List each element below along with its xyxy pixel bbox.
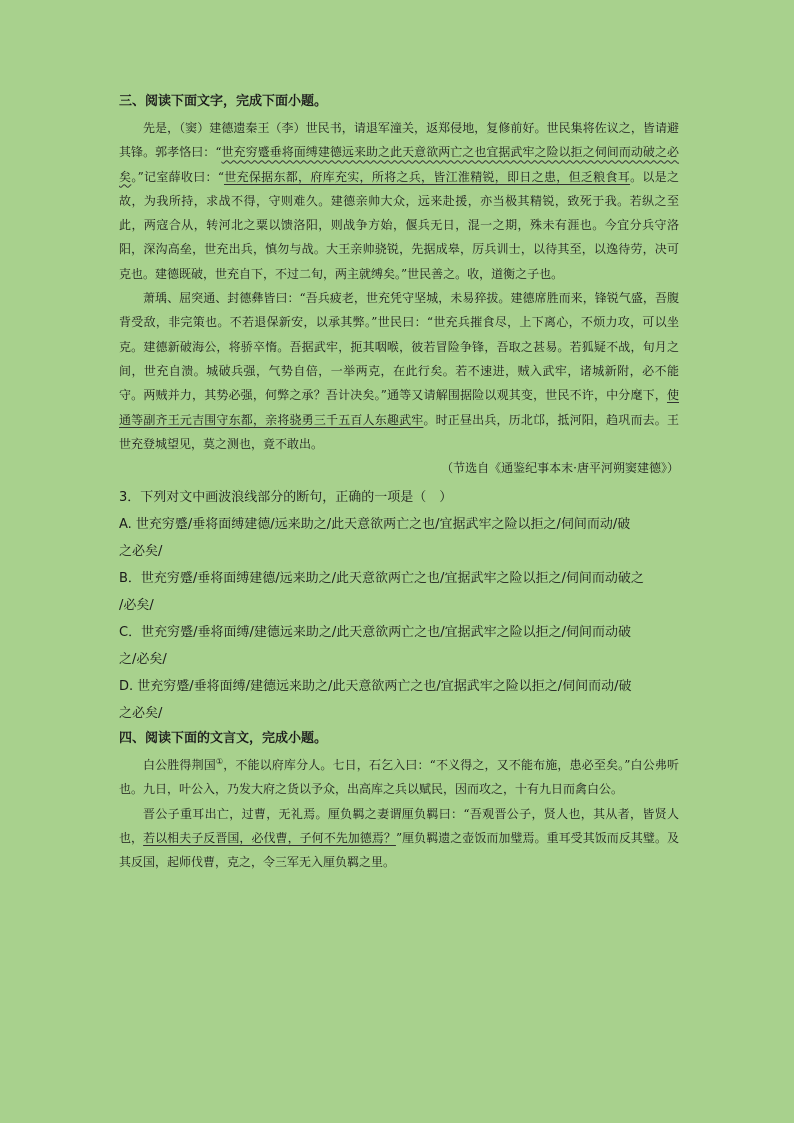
section3-paragraph-1 <box>119 116 679 286</box>
section3-paragraph-2 <box>119 286 679 456</box>
question-3-stem: 3．下列对文中画波浪线部分的断句，正确的一项是（ ） <box>119 490 453 506</box>
footnote-marker: ① <box>215 757 224 767</box>
wavy-underlined-passage: 世充穷蹙垂将面缚建德远来助之此天意欲两亡之也宜据武牢之险以拒之伺间而动破之必矣 <box>119 145 679 184</box>
option-b-line-1: B．世充穷蹙/垂将面缚建德/远来助之/此天意欲两亡之也/宜据武牢之险以拒之/伺间而动破之 <box>119 571 644 587</box>
text-span: 晋公子重耳出亡，过曹，无礼焉。厘负羁之妻谓厘负羁曰：“吾观晋公子，贤人也，其从者，皆贤人也， <box>119 806 679 846</box>
option-d-line-1: D. 世充穷蹙/垂将面缚/建德远来助之/此天意欲两亡之也/宜据武牢之险以拒之/伺间而动/破 <box>119 679 632 695</box>
text-span: 萧瑀、屈突通、封德彝皆曰：“吾兵疲老，世充凭守坚城，未易猝拔。建德席胜而来，锋锐气盛，吾腹背受敌，非完策也。不若退保新安，以承其弊。”世民曰：“世充兵摧食尽，上下离心，不烦力攻，可以坐克。建德新破海公，将骄卒惰。吾据武牢，扼其咽喉，彼若冒险争锋，吾取之甚易。若狐疑不战，旬月之间，世充自溃。城破兵强，气势自倍，一举两克，在此行矣。若不速进，贼入武牢，诸城新附，必不能守。两贼并力，其势必强，何弊之承？吾计决矣。”通等又请解围据险以观其变，世民不许，中分麾下， <box>119 291 679 403</box>
section4-paragraph-2 <box>119 802 679 875</box>
option-d-line-2: 之必矣/ <box>119 706 163 722</box>
option-c-line-1: C．世充穷蹙/垂将面缚/建德远来助之/此天意欲两亡之也/宜据武牢之险以拒之/伺间而动破 <box>119 625 631 641</box>
section3-heading: 三、阅读下面文字，完成下面小题。 <box>119 94 328 109</box>
text-span: 。以是之故，为我所持，求战不得，守则难久。建德亲帅大众，远来赴援，亦当极其精锐，致死于我。若纵之至此，两寇合从，转河北之粟以馈洛阳，则战争方始，偃兵无日，混一之期，殊未有涯也。今宜分兵守洛阳，深沟高垒，世充出兵，慎勿与战。大王亲帅骁锐，先据成皋，厉兵训士，以待其至，以逸待劳，决可克也。建德既破，世充自下，不过二旬，两主就缚矣。”世民善之。收，道衡之子也。 <box>119 169 679 281</box>
text-span: ，不能以府库分人。七日，石乞入曰：“不义得之，又不能布施，患必至矣。”白公弗听也。九日，叶公入，乃发大府之货以予众，出高库之兵以赋民，因而攻之，十有九日而禽白公。 <box>119 758 679 797</box>
source-citation: （节选自《通鉴纪事本末·唐平河朔窦建德》） <box>441 461 679 476</box>
option-a-line-2: 之必矣/ <box>119 544 163 560</box>
text-span: 。”记室薛收曰：“ <box>131 169 224 184</box>
section4-heading: 四、阅读下面的文言文，完成小题。 <box>119 731 328 747</box>
text-span: 先是，（窦）建德遗秦王（李）世民书，请退军潼关，返郑侵地，复修前好。世民集将佐议之，皆请避其锋。郭孝恪曰：“ <box>119 121 679 160</box>
underlined-sentence: 使通等副齐王元吉围守东都，亲将骁勇三千五百人东趣武牢 <box>119 388 679 427</box>
option-a-line-1: A. 世充穷蹙/垂将面缚建德/远来助之/此天意欲两亡之也/宜据武牢之险以拒之/伺间而动/破 <box>119 517 631 533</box>
option-b-line-2: /必矣/ <box>119 598 154 614</box>
section4-paragraph-1 <box>119 753 679 802</box>
text-span: 。时正昼出兵，历北邙，抵河阳，趋巩而去。王世充登城望见，莫之测也，竟不敢出。 <box>119 412 679 451</box>
underlined-sentence: 若以相夫子反晋国，必伐曹，子何不先加德焉？ <box>143 831 396 846</box>
option-c-line-2: 之/必矣/ <box>119 652 167 668</box>
underlined-sentence: 世充保据东都，府库充实，所将之兵，皆江淮精锐，即日之患，但乏粮食耳 <box>223 169 631 184</box>
document-content <box>119 92 679 875</box>
text-span: 白公胜得荆国 <box>143 758 216 773</box>
text-span: ”厘负羁遗之壶饭而加璧焉。重耳受其饭而反其璧。及其反国，起师伐曹，克之，令三军无入厘负羁之里。 <box>119 831 679 870</box>
